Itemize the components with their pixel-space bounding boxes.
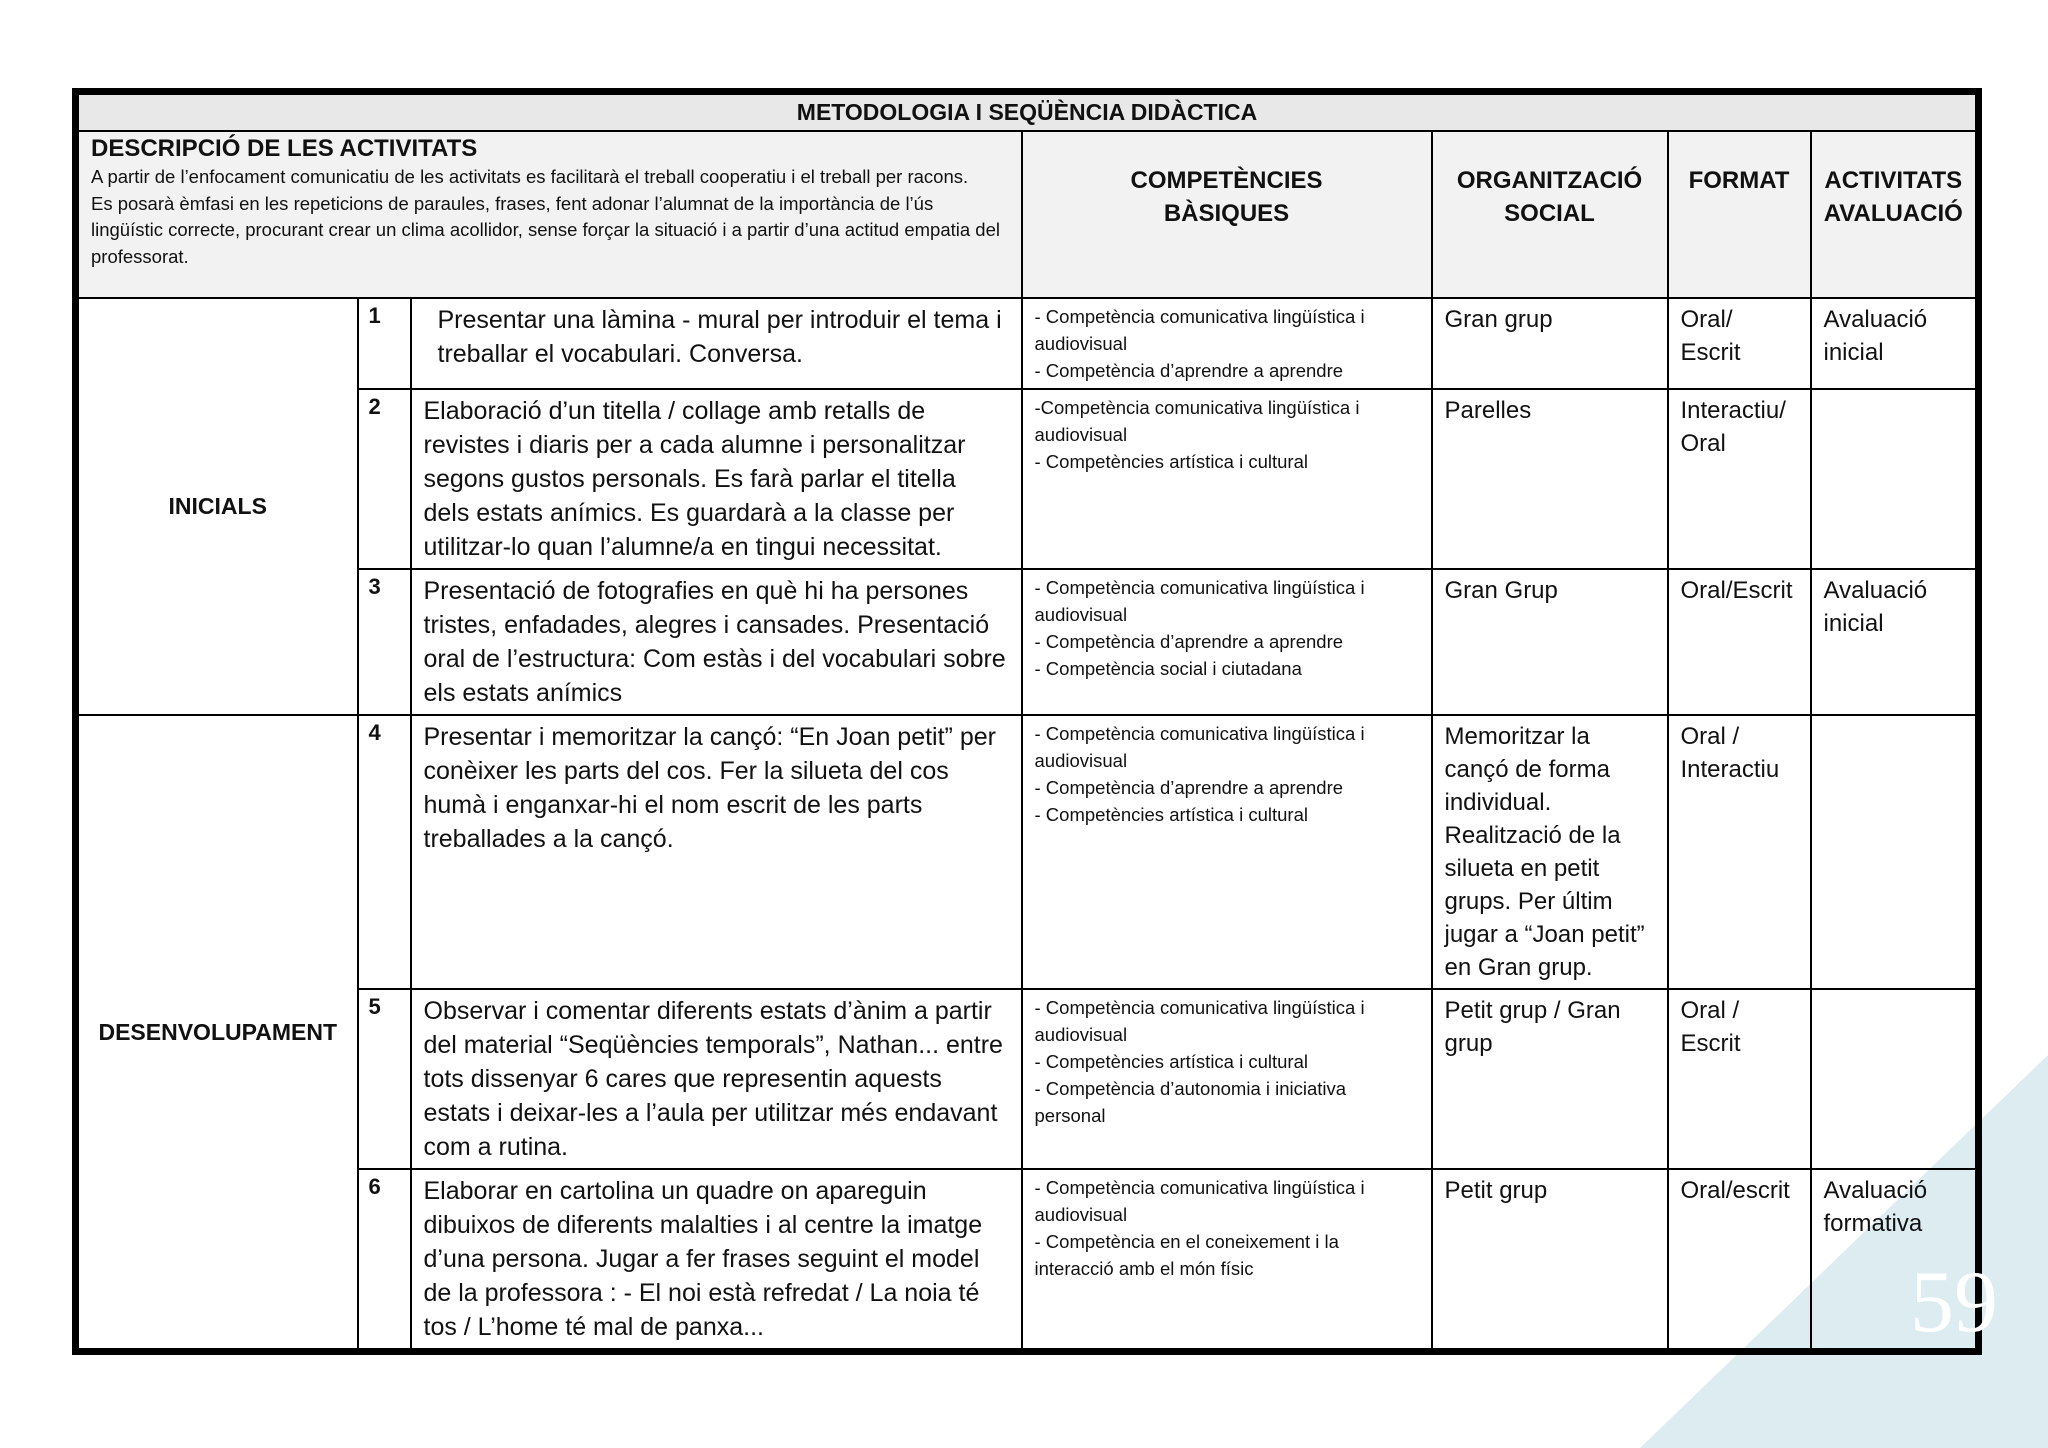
activities-description [76, 131, 1022, 298]
organization-cell: Parelles [1432, 389, 1668, 569]
methodology-table [72, 88, 1982, 1355]
header-format: FORMAT [1668, 131, 1811, 298]
organization-cell: Gran grup [1432, 298, 1668, 389]
table-row [76, 298, 1979, 389]
activity-description: Presentació de fotografies en què hi ha persones tristes, enfadades, alegres i cansades. Presentació oral de l’estructura: Com estàs i del vocabulari sobre els estats anímics [411, 569, 1022, 715]
organization-cell: Petit grup / Gran grup [1432, 989, 1668, 1169]
competencies-list: -Competència comunicativa lingüística i audiovisual - Competències artística i cultural [1022, 389, 1432, 569]
format-cell: Interactiu/ Oral [1668, 389, 1811, 569]
activity-number: 6 [358, 1169, 411, 1352]
activity-number: 2 [358, 389, 411, 569]
activity-number: 5 [358, 989, 411, 1169]
competencies-list: - Competència comunicativa lingüística i audiovisual - Competència d’aprendre a aprendre - Competències artística i cultural [1022, 715, 1432, 989]
format-cell: Oral/Escrit [1668, 569, 1811, 715]
table-title: METODOLOGIA I SEQÜÈNCIA DIDÀCTICA [76, 92, 1979, 132]
format-cell: Oral / Interactiu [1668, 715, 1811, 989]
evaluation-cell: Avaluació formativa [1811, 1169, 1979, 1352]
activity-description: Presentar i memoritzar la cançó: “En Joan petit” per conèixer les parts del cos. Fer la silueta del cos humà i enganxar-hi el nom escrit de les parts treballades a la cançó. [411, 715, 1022, 989]
evaluation-cell: Avaluació inicial [1811, 569, 1979, 715]
format-cell: Oral/escrit [1668, 1169, 1811, 1352]
activity-number: 1 [358, 298, 411, 389]
table-row [76, 989, 1979, 1169]
table-row [76, 715, 1979, 989]
competencies-list: - Competència comunicativa lingüística i audiovisual - Competències artística i cultural - Competència d’autonomia i iniciativa personal [1022, 989, 1432, 1169]
activity-number: 3 [358, 569, 411, 715]
description-paragraph: Es posarà èmfasi en les repeticions de paraules, frases, fent adonar l’alumnat de la importància de l’ús lingüístic correcte, procurant crear un clima acollidor, sense forçar la situació i a partir d’una actitud empatia del professorat. [91, 192, 1000, 267]
competencies-list: - Competència comunicativa lingüística i audiovisual - Competència d’aprendre a aprendre [1022, 298, 1432, 389]
evaluation-cell [1811, 989, 1979, 1169]
description-paragraph: A partir de l’enfocament comunicatiu de les activitats es facilitarà el treball cooperatiu i el treball per racons. [91, 166, 969, 187]
header-organization: ORGANITZACIÓ SOCIAL [1432, 131, 1668, 298]
activity-description: Elaboració d’un titella / collage amb retalls de revistes i diaris per a cada alumne i personalitzar segons gustos personals. Es farà parlar el titella dels estats anímics. Es guardarà a la classe per utilitzar-lo quan l’alumne/a en tingui necessitat. [411, 389, 1022, 569]
phase-label: INICIALS [76, 298, 358, 715]
activity-description: Observar i comentar diferents estats d’ànim a partir del material “Seqüències temporals”, Nathan... entre tots dissenyar 6 cares que representin aquests estats i deixar-les a l’aula per utilitzar més endavant com a rutina. [411, 989, 1022, 1169]
organization-cell: Memoritzar la cançó de forma individual. Realització de la silueta en petit grups. Per últim jugar a “Joan petit” en Gran grup. [1432, 715, 1668, 989]
phase-label: DESENVOLUPAMENT [76, 715, 358, 1352]
organization-cell: Petit grup [1432, 1169, 1668, 1352]
page-number: 59 [1910, 1254, 1998, 1351]
table-row [76, 569, 1979, 715]
activity-description: Elaborar en cartolina un quadre on apareguin dibuixos de diferents malalties i al centre la imatge d’una persona. Jugar a fer frases seguint el model de la professora : - El noi està refredat / La noia té tos / L’home té mal de panxa... [411, 1169, 1022, 1352]
table-row [76, 1169, 1979, 1352]
competencies-list: - Competència comunicativa lingüística i audiovisual - Competència en el coneixement i la interacció amb el món físic [1022, 1169, 1432, 1352]
table-row [76, 389, 1979, 569]
competencies-list: - Competència comunicativa lingüística i audiovisual - Competència d’aprendre a aprendre - Competència social i ciutadana [1022, 569, 1432, 715]
description-heading: DESCRIPCIÓ DE LES ACTIVITATS [91, 135, 478, 162]
organization-cell: Gran Grup [1432, 569, 1668, 715]
header-evaluation: ACTIVITATS AVALUACIÓ [1811, 131, 1979, 298]
activity-description: Presentar una làmina - mural per introduir el tema i treballar el vocabulari. Conversa. [411, 298, 1022, 389]
activity-number: 4 [358, 715, 411, 989]
header-competencies: COMPETÈNCIES BÀSIQUES [1022, 131, 1432, 298]
evaluation-cell [1811, 715, 1979, 989]
evaluation-cell [1811, 389, 1979, 569]
format-cell: Oral / Escrit [1668, 989, 1811, 1169]
evaluation-cell: Avaluació inicial [1811, 298, 1979, 389]
format-cell: Oral/ Escrit [1668, 298, 1811, 389]
